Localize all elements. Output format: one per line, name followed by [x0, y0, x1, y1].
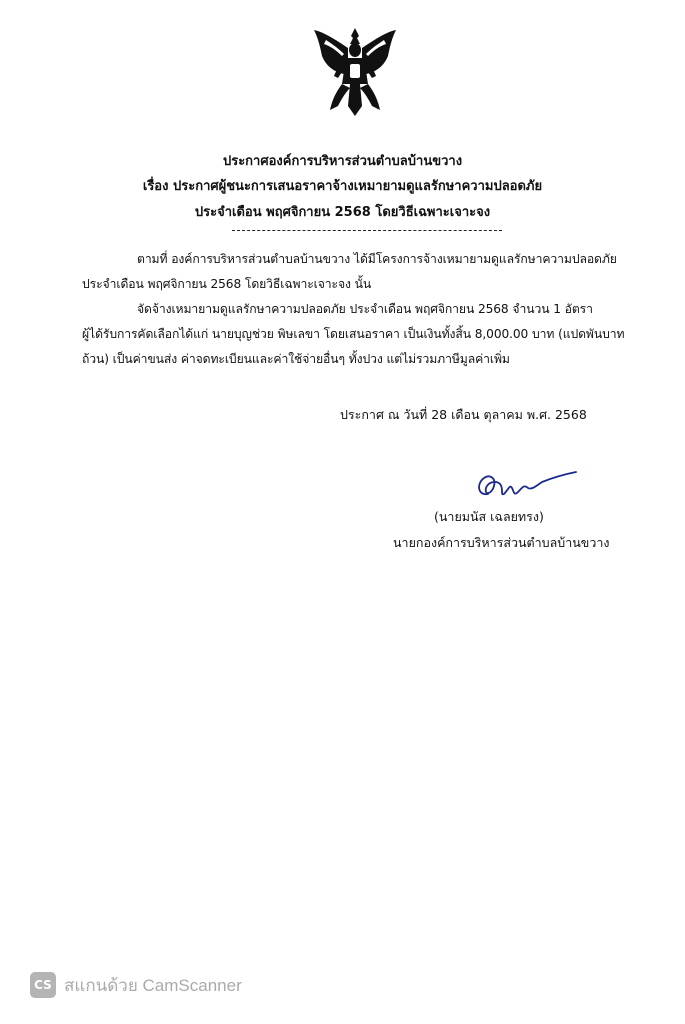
paragraph-1-line-1: ตามที่ องค์การบริหารส่วนตำบลบ้านขวาง ได้มีโครงการจ้างเหมายามดูแลรักษาความปลอดภัย: [137, 252, 617, 266]
camscanner-logo-icon: CS: [30, 972, 56, 998]
paragraph-2-line-1: จัดจ้างเหมายามดูแลรักษาความปลอดภัย ประจำเดือน พฤศจิกายน 2568 จำนวน 1 อัตรา: [137, 302, 593, 316]
header-subject: เรื่อง ประกาศผู้ชนะการเสนอราคาจ้างเหมายามดูแลรักษาความปลอดภัย: [142, 179, 543, 194]
header-title: ประกาศองค์การบริหารส่วนตำบลบ้านขวาง: [222, 154, 463, 169]
dashed-divider: [232, 230, 502, 231]
paragraph-2-line-3: ถ้วน) เป็นค่าขนส่ง ค่าจดทะเบียนและค่าใช้จ่ายอื่นๆ ทั้งปวง แต่ไม่รวมภาษีมูลค่าเพิ่ม: [82, 352, 510, 366]
garuda-emblem-icon: [312, 26, 398, 118]
signatory-position: นายกองค์การบริหารส่วนตำบลบ้านขวาง: [393, 535, 610, 550]
signatory-name: (นายมนัส เฉลยทรง): [434, 509, 544, 524]
handwritten-signature-icon: [470, 466, 580, 506]
watermark-text: สแกนด้วย CamScanner: [64, 975, 242, 995]
paragraph-2-line-2: ผู้ได้รับการคัดเลือกได้แก่ นายบุญช่วย พิษเลขา โดยเสนอราคา เป็นเงินทั้งสิ้น 8,000.00 บาท (แปดพันบาท: [82, 327, 625, 341]
paragraph-1-line-2: ประจำเดือน พฤศจิกายน 2568 โดยวิธีเฉพาะเจาะจง นั้น: [82, 277, 372, 291]
header-period: ประจำเดือน พฤศจิกายน 2568 โดยวิธีเฉพาะเจาะจง: [194, 205, 491, 220]
announce-date: ประกาศ ณ วันที่ 28 เดือน ตุลาคม พ.ศ. 2568: [340, 407, 587, 422]
camscanner-watermark: [30, 970, 242, 1000]
